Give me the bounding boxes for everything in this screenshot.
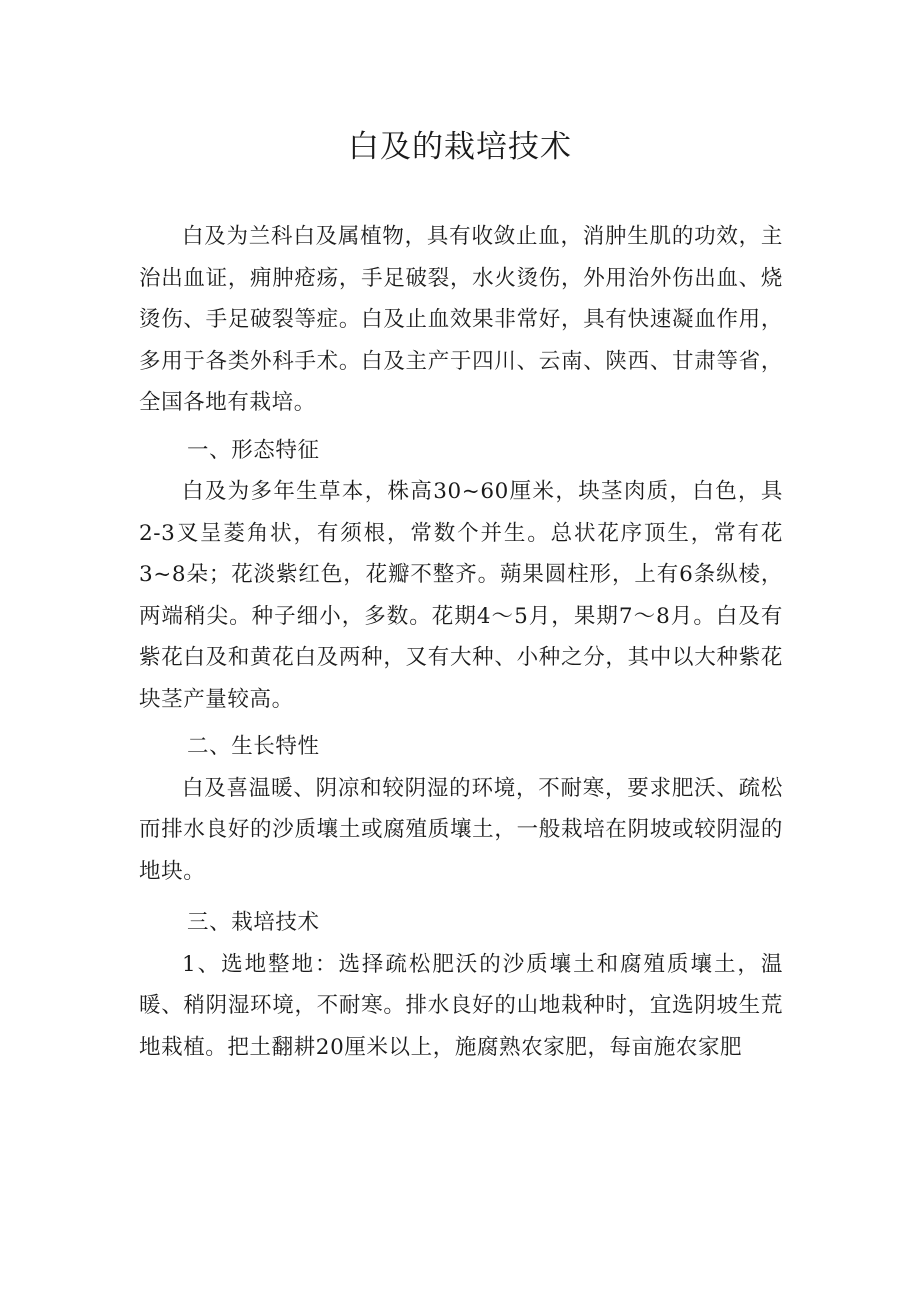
section-heading-morphology: 一、形态特征 — [187, 437, 320, 463]
section-text-growth: 白及喜温暖、阴凉和较阴湿的环境，不耐寒，要求肥沃、疏松而排水良好的沙质壤土或腐殖质壤土，一般栽培在阴坡或较阴湿的地块。 — [139, 775, 783, 884]
section-text-cultivation: 1、选地整地：选择疏松肥沃的沙质壤土和腐殖质壤土，温暖、稍阴湿环境，不耐寒。排水良好的山地栽种时，宜选阴坡生荒地栽植。把土翻耕20厘米以上，施腐熟农家肥，每亩施农家肥 — [139, 951, 783, 1060]
section-text-morphology: 白及为多年生草本，株高30~60厘米，块茎肉质，白色，具2-3叉呈菱角状，有须根，常数个并生。总状花序顶生，常有花3~8朵；花淡紫红色，花瓣不整齐。蒴果圆柱形，上有6条纵棱，两端稍尖。种子细小，多数。花期4～5月，果期7～8月。白及有紫花白及和黄花白及两种，又有大种、小种之分，其中以大种紫花块茎产量较高。 — [139, 479, 783, 712]
intro-paragraph: 白及为兰科白及属植物，具有收敛止血，消肿生肌的功效，主治出血证，痈肿疮疡，手足破裂，水火烫伤，外用治外伤出血、烧烫伤、手足破裂等症。白及止血效果非常好，具有快速凝血作用，多用于各类外科手术。白及主产于四川、云南、陕西、甘肃等省，全国各地有栽培。 — [139, 224, 783, 415]
section-heading-growth: 二、生长特性 — [187, 734, 320, 759]
page-title: 白及的栽培技术 — [348, 129, 572, 165]
document-body — [139, 216, 783, 1068]
section-heading-cultivation: 三、栽培技术 — [187, 910, 320, 935]
